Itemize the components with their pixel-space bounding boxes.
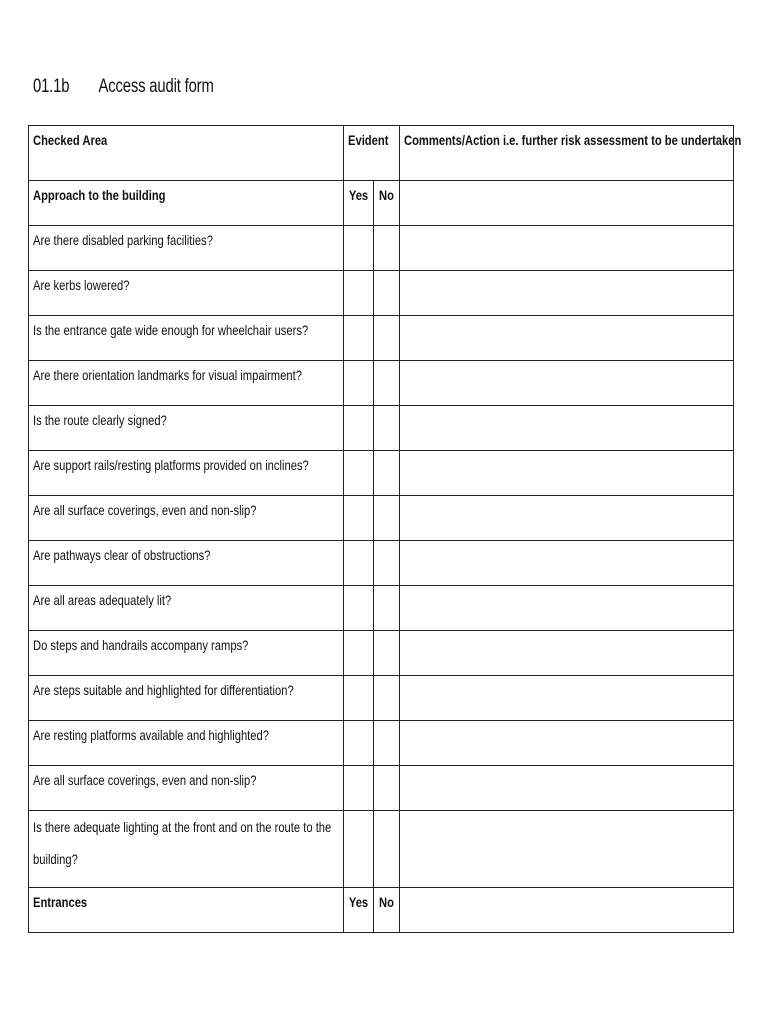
- no-checkbox-cell[interactable]: [374, 766, 400, 811]
- yes-checkbox-cell[interactable]: [344, 361, 374, 406]
- comments-cell[interactable]: [400, 271, 734, 316]
- comments-cell[interactable]: [400, 361, 734, 406]
- no-checkbox-cell[interactable]: [374, 496, 400, 541]
- table-row: [29, 676, 734, 721]
- comments-cell[interactable]: [400, 766, 734, 811]
- no-column-label: No: [374, 888, 400, 933]
- comments-cell[interactable]: [400, 496, 734, 541]
- yes-checkbox-cell[interactable]: [344, 271, 374, 316]
- comments-cell[interactable]: [400, 676, 734, 721]
- question-cell: Are steps suitable and highlighted for differentiation?: [29, 676, 344, 721]
- question-cell: Are there disabled parking facilities?: [29, 226, 344, 271]
- no-checkbox-cell[interactable]: [374, 586, 400, 631]
- header-evident: Evident: [344, 126, 400, 181]
- comments-cell[interactable]: [400, 631, 734, 676]
- yes-checkbox-cell[interactable]: [344, 316, 374, 361]
- table-row: [29, 586, 734, 631]
- question-cell: Are support rails/resting platforms provided on inclines?: [29, 451, 344, 496]
- comments-cell[interactable]: [400, 586, 734, 631]
- comments-cell[interactable]: [400, 451, 734, 496]
- comments-cell[interactable]: [400, 406, 734, 451]
- table-row: [29, 811, 734, 888]
- table-row: [29, 451, 734, 496]
- no-column-label: No: [374, 181, 400, 226]
- comments-cell[interactable]: [400, 721, 734, 766]
- question-cell: Are all areas adequately lit?: [29, 586, 344, 631]
- yes-checkbox-cell[interactable]: [344, 496, 374, 541]
- section-title: Approach to the building: [29, 181, 344, 226]
- no-checkbox-cell[interactable]: [374, 316, 400, 361]
- comments-cell[interactable]: [400, 226, 734, 271]
- header-checked-area: Checked Area: [29, 126, 344, 181]
- question-cell: Do steps and handrails accompany ramps?: [29, 631, 344, 676]
- comments-cell[interactable]: [400, 888, 734, 933]
- question-cell: Are pathways clear of obstructions?: [29, 541, 344, 586]
- table-row: [29, 316, 734, 361]
- table-row: [29, 766, 734, 811]
- section-row-entrances: [29, 888, 734, 933]
- section-row-approach: [29, 181, 734, 226]
- yes-checkbox-cell[interactable]: [344, 586, 374, 631]
- yes-checkbox-cell[interactable]: [344, 811, 374, 888]
- no-checkbox-cell[interactable]: [374, 721, 400, 766]
- table-row: [29, 406, 734, 451]
- table-header-row: [29, 126, 734, 181]
- header-comments: Comments/Action i.e. further risk assessment to be undertaken: [400, 126, 734, 181]
- table-row: [29, 631, 734, 676]
- comments-cell[interactable]: [400, 316, 734, 361]
- table-row: [29, 721, 734, 766]
- yes-checkbox-cell[interactable]: [344, 406, 374, 451]
- yes-column-label: Yes: [344, 888, 374, 933]
- yes-checkbox-cell[interactable]: [344, 676, 374, 721]
- table-row: [29, 496, 734, 541]
- no-checkbox-cell[interactable]: [374, 811, 400, 888]
- table-row: [29, 361, 734, 406]
- no-checkbox-cell[interactable]: [374, 451, 400, 496]
- table-row: [29, 226, 734, 271]
- comments-cell[interactable]: [400, 811, 734, 888]
- table-row: [29, 541, 734, 586]
- yes-checkbox-cell[interactable]: [344, 226, 374, 271]
- page-title: [33, 76, 214, 100]
- question-cell: Are all surface coverings, even and non-slip?: [29, 766, 344, 811]
- question-cell: Is the route clearly signed?: [29, 406, 344, 451]
- no-checkbox-cell[interactable]: [374, 676, 400, 721]
- yes-checkbox-cell[interactable]: [344, 766, 374, 811]
- yes-column-label: Yes: [344, 181, 374, 226]
- question-cell: Are all surface coverings, even and non-slip?: [29, 496, 344, 541]
- access-audit-table: [28, 125, 742, 933]
- comments-cell[interactable]: [400, 541, 734, 586]
- question-cell: Is there adequate lighting at the front and on the route to the building?: [29, 811, 344, 888]
- comments-cell[interactable]: [400, 181, 734, 226]
- question-cell: Are there orientation landmarks for visual impairment?: [29, 361, 344, 406]
- yes-checkbox-cell[interactable]: [344, 631, 374, 676]
- section-title: Entrances: [29, 888, 344, 933]
- no-checkbox-cell[interactable]: [374, 361, 400, 406]
- no-checkbox-cell[interactable]: [374, 541, 400, 586]
- no-checkbox-cell[interactable]: [374, 631, 400, 676]
- question-cell: Are kerbs lowered?: [29, 271, 344, 316]
- question-cell: Is the entrance gate wide enough for wheelchair users?: [29, 316, 344, 361]
- question-cell: Are resting platforms available and highlighted?: [29, 721, 344, 766]
- yes-checkbox-cell[interactable]: [344, 721, 374, 766]
- no-checkbox-cell[interactable]: [374, 226, 400, 271]
- yes-checkbox-cell[interactable]: [344, 541, 374, 586]
- form-title: Access audit form: [98, 76, 214, 97]
- no-checkbox-cell[interactable]: [374, 271, 400, 316]
- table-row: [29, 271, 734, 316]
- form-number: 01.1b: [33, 76, 70, 97]
- no-checkbox-cell[interactable]: [374, 406, 400, 451]
- yes-checkbox-cell[interactable]: [344, 451, 374, 496]
